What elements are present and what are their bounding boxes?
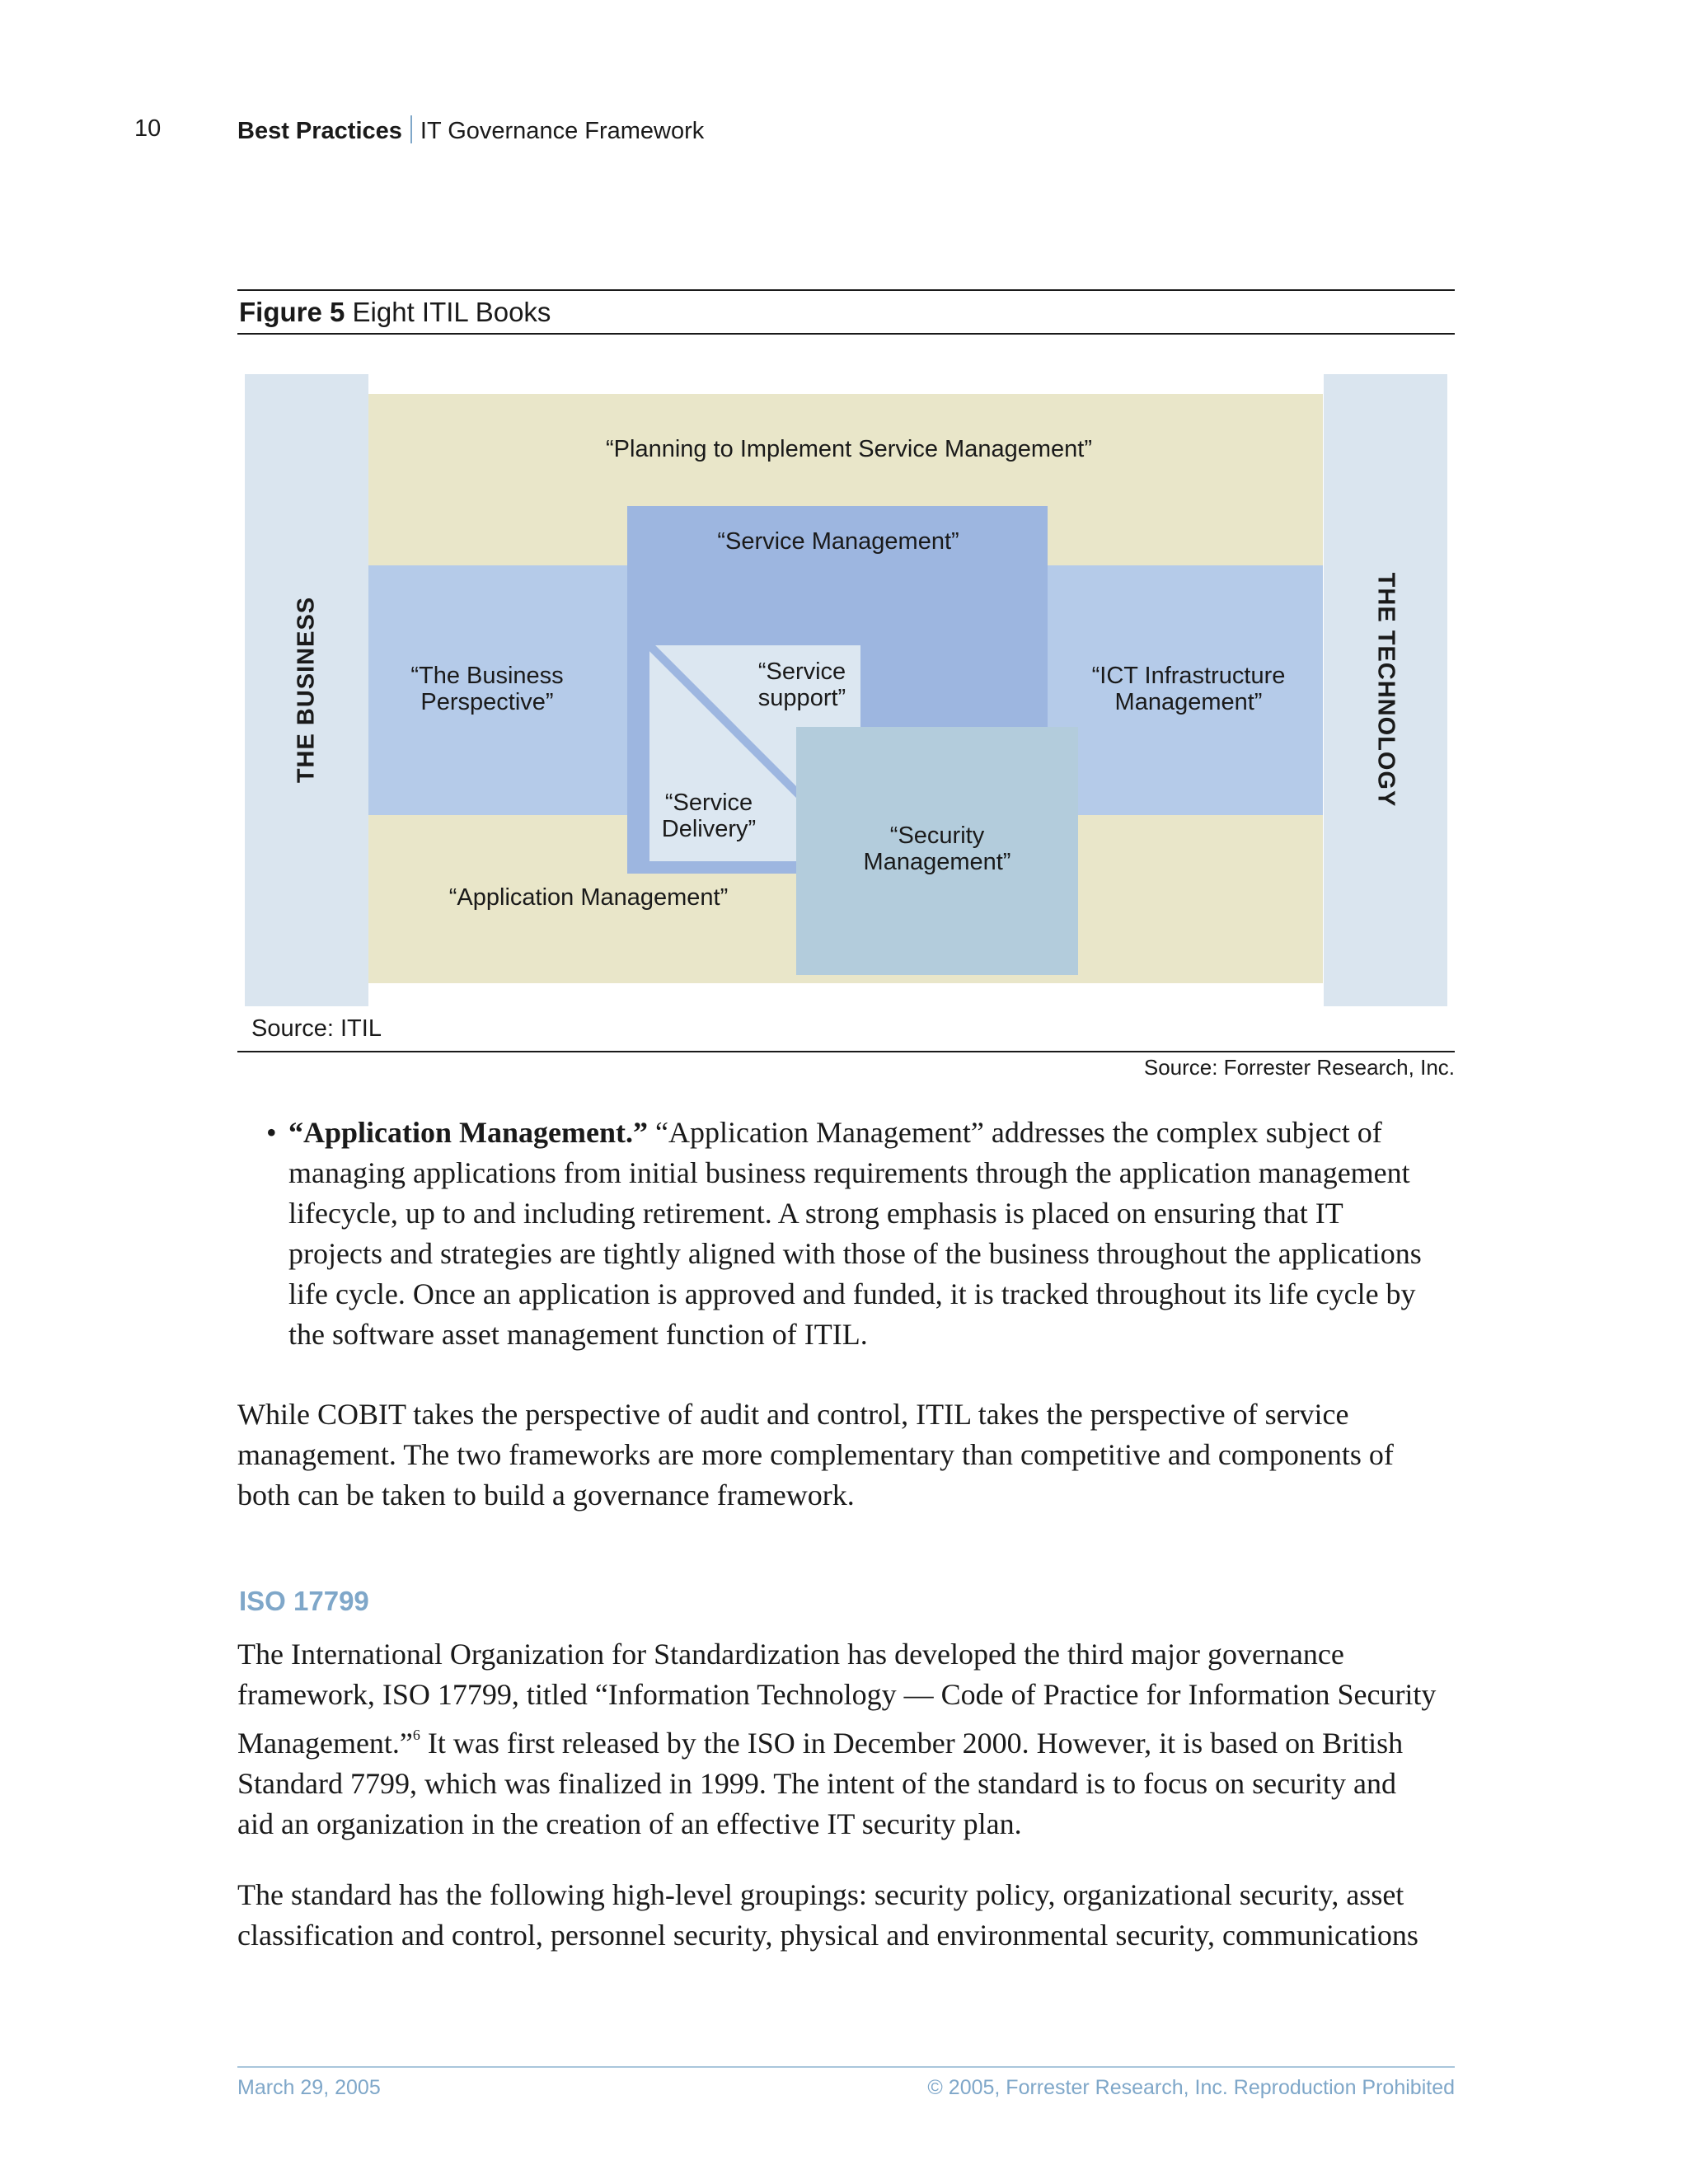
paragraph-line: Standard 7799, which was finalized in 1999. The intent of the standard is to focus on security and [237, 1767, 1397, 1800]
business-perspective-label [410, 663, 563, 715]
bullet-line: managing applications from initial business requirements through the application management [288, 1156, 1410, 1189]
figure-title: Eight ITIL Books [352, 297, 551, 327]
footer-date: March 29, 2005 [237, 2076, 381, 2099]
paragraph-line: classification and control, personnel security, physical and environmental security, communications [237, 1919, 1418, 1952]
service-delivery-line-2: Delivery” [661, 816, 757, 842]
paragraph-line: While COBIT takes the perspective of audit and control, ITIL takes the perspective of service [237, 1398, 1349, 1431]
itil-books-diagram [0, 0, 1688, 1071]
paragraph-groupings [237, 1875, 1457, 1956]
footer-copyright: © 2005, Forrester Research, Inc. Reproduction Prohibited [927, 2076, 1455, 2099]
service-delivery-label [662, 790, 756, 842]
bullet-line [288, 1113, 1456, 1153]
application-management-bullet [266, 1113, 1456, 1355]
application-management-label: “Application Management” [448, 884, 729, 911]
section-heading: ISO 17799 [239, 1586, 369, 1616]
ict-infrastructure-line-1: “ICT Infrastructure [1091, 663, 1286, 689]
footer-rule [237, 2066, 1455, 2068]
figure-label: Figure 5 [239, 297, 345, 327]
bullet-line: life cycle. Once an application is approved and funded, it is tracked throughout its life cycle by [288, 1277, 1416, 1310]
security-management-line-1: “Security [889, 823, 985, 849]
business-perspective-line-1: “The Business [410, 663, 564, 689]
service-management-label: “Service Management” [717, 528, 959, 555]
service-support-label [758, 658, 846, 711]
security-management-line-2: Management” [863, 849, 1011, 875]
planning-label: “Planning to Implement Service Management” [606, 436, 1092, 462]
business-bar-label: THE BUSINESS [293, 596, 320, 784]
paragraph-line: framework, ISO 17799, titled “Information Technology — Code of Practice for Information Security [237, 1678, 1437, 1711]
footnote-marker: 6 [412, 1727, 420, 1743]
figure-bottom-rule [237, 1051, 1455, 1052]
ict-infrastructure-label [1092, 663, 1286, 715]
paragraph-line [237, 1715, 1457, 1764]
paragraph-line: The International Organization for Standardization has developed the third major governance [237, 1638, 1344, 1671]
paragraph-line: both can be taken to build a governance framework. [237, 1479, 855, 1511]
bullet-line-text: “Application Management” addresses the complex subject of [655, 1116, 1382, 1149]
ict-infrastructure-line-2: Management” [1114, 689, 1263, 715]
figure-source-itil: Source: ITIL [251, 1015, 382, 1042]
business-perspective-line-2: Perspective” [420, 689, 554, 715]
bullet-text [288, 1113, 1456, 1355]
paragraph-line-text: Management.” [237, 1727, 413, 1760]
paragraph-cobit-itil [237, 1394, 1457, 1516]
header-section: Best Practices [237, 118, 402, 144]
bullet-marker: • [266, 1116, 277, 1149]
bullet-line: lifecycle, up to and including retirement. A strong emphasis is placed on ensuring that IT [288, 1197, 1343, 1230]
paragraph-line: aid an organization in the creation of an effective IT security plan. [237, 1807, 1022, 1840]
service-support-line-1: “Service [757, 658, 846, 685]
bullet-line: projects and strategies are tightly aligned with those of the business throughout the applications [288, 1237, 1422, 1270]
figure-source-forrester: Source: Forrester Research, Inc. [1143, 1055, 1455, 1080]
paragraph-iso-intro [237, 1634, 1457, 1844]
paragraph-line: management. The two frameworks are more complementary than competitive and components of [237, 1438, 1394, 1471]
paragraph-line: The standard has the following high-level groupings: security policy, organizational security, asset [237, 1878, 1404, 1911]
bullet-line: the software asset management function of ITIL. [288, 1318, 868, 1351]
bullet-lead: “Application Management.” [288, 1116, 648, 1149]
security-management-label [864, 823, 1011, 875]
service-support-line-2: support” [757, 685, 846, 711]
page-number: 10 [134, 115, 162, 142]
paragraph-line-text: It was first released by the ISO in December 2000. However, it is based on British [420, 1727, 1404, 1760]
technology-bar-label: THE TECHNOLOGY [1372, 572, 1400, 808]
header-title: IT Governance Framework [420, 118, 705, 144]
service-delivery-line-1: “Service [664, 790, 753, 816]
